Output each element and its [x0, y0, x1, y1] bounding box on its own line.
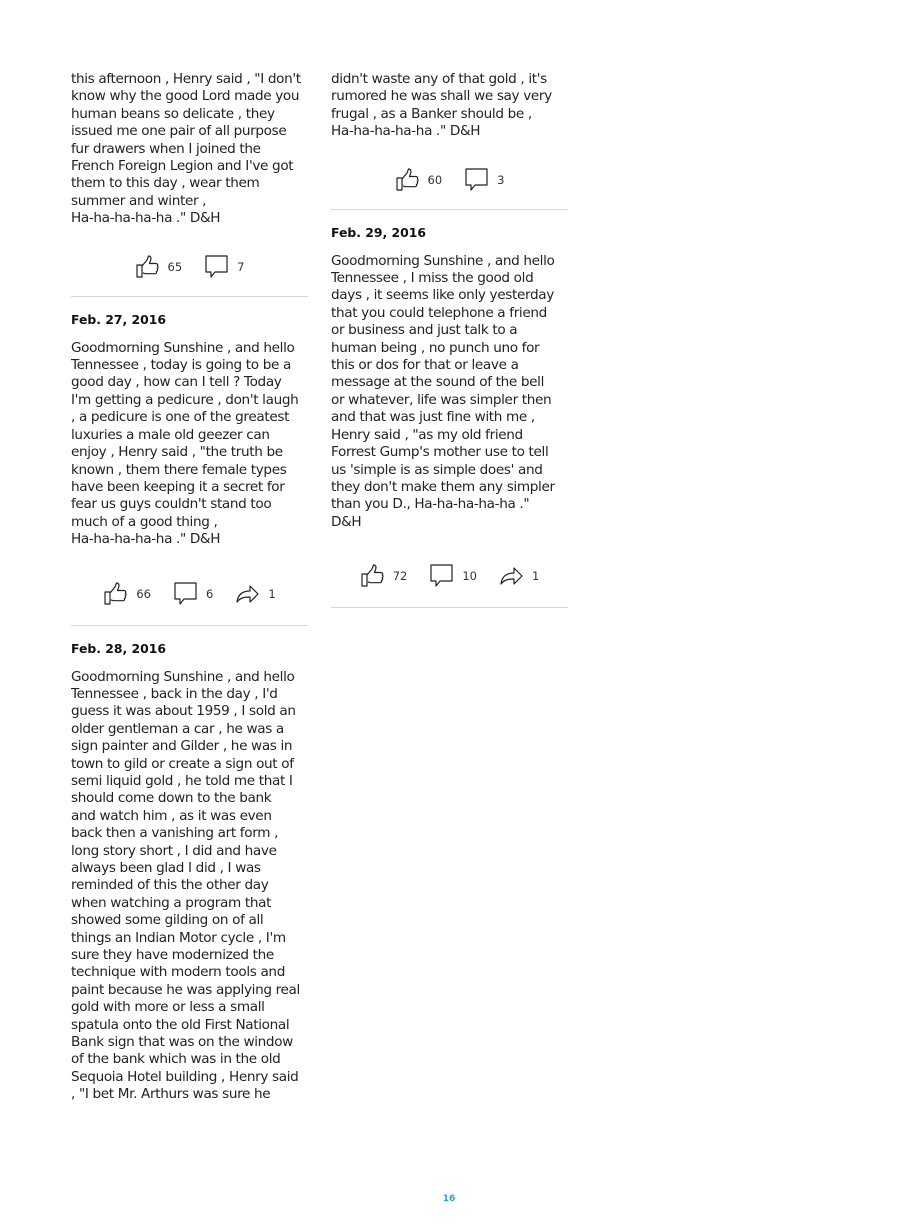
comment-button[interactable]	[429, 563, 477, 589]
thumbs-up-icon	[103, 581, 129, 607]
post-actions	[71, 252, 308, 282]
comment-count: 3	[497, 172, 505, 187]
comment-count: 7	[237, 259, 245, 274]
divider	[71, 296, 308, 297]
post-actions	[331, 561, 568, 591]
comment-icon	[429, 563, 455, 589]
thumbs-up-icon	[360, 563, 386, 589]
post-date: Feb. 27, 2016	[71, 311, 167, 327]
like-button[interactable]	[135, 254, 183, 280]
comment-icon	[204, 254, 230, 280]
post-text: Goodmorning Sunshine , and hello Tennessee , back in the day , I'd guess it was about 1959 , I sold an older gentleman a car , he was a sign painter and Gilder , he was in town to gild or create a sign out of semi liquid gold , he told me that I should come down to the bank and watch him , as it was even back then a vanishing art form , long story short , I did and have always been glad I did , I was reminded of this the other day when watching a program that showed some gilding on of all things an Indian Motor cycle , I'm sure they have modernized the technique with modern tools and paint because he was applying real gold with more or less a small spatula onto the old First National Bank sign that was on the window of the bank which was in the old Sequoia Hotel building , Henry said , "I bet Mr. Arthurs was sure he	[71, 668, 300, 1103]
post-continued-text: didn't waste any of that gold , it's rumored he was shall we say very frugal , as a Banker should be , Ha-ha-ha-ha-ha ." D&H	[331, 71, 552, 140]
comment-button[interactable]	[204, 254, 244, 280]
comment-button[interactable]	[173, 581, 213, 607]
comment-count: 6	[205, 586, 214, 601]
thumbs-up-icon	[135, 254, 161, 280]
like-button[interactable]	[103, 581, 151, 607]
divider	[331, 209, 568, 210]
share-icon	[499, 563, 525, 589]
post-actions	[331, 165, 568, 195]
post-text: Goodmorning Sunshine , and hello Tennessee , I miss the good old days , it seems like only yesterday that you could telephone a friend or business and just talk to a human being , no punch uno for this or dos for that or leave a message at the sound of the bell or whatever, life was simpler then and that was just fine with me , Henry said , "as my old friend Forrest Gump's mother use to tell us 'simple is as simple does' and they don't make them any simpler than you D., Ha-ha-ha-ha-ha ." D&H	[331, 252, 555, 530]
post-continued-text: this afternoon , Henry said , "I don't know why the good Lord made you human beans so delicate , they issued me one pair of all purpose fur drawers when I joined the French Foreign Legion and I've got them to this day , wear them summer and winter , Ha-ha-ha-ha-ha ." D&H	[71, 71, 301, 227]
right-column	[331, 71, 568, 608]
divider	[331, 607, 568, 608]
like-count: 65	[167, 259, 183, 274]
comment-icon	[464, 167, 490, 193]
like-button[interactable]	[395, 167, 443, 193]
comment-count: 10	[462, 569, 477, 584]
share-button[interactable]	[499, 563, 539, 589]
left-column	[71, 71, 308, 1104]
post-date: Feb. 28, 2016	[71, 640, 167, 656]
like-count: 72	[392, 569, 408, 584]
share-button[interactable]	[235, 581, 275, 607]
share-count: 1	[268, 586, 276, 601]
post-text: Goodmorning Sunshine , and hello Tennessee , today is going to be a good day , how can I tell ? Today I'm getting a pedicure , don't laugh , a pedicure is one of the greatest luxuries a male old geezer can enjoy , Henry said , "the truth be known , them there female types have been keeping it a secret for fear us guys couldn't stand too much of a good thing , Ha-ha-ha-ha-ha ." D&H	[71, 339, 299, 548]
page-number: 16	[442, 1194, 456, 1204]
thumbs-up-icon	[395, 167, 421, 193]
post-date: Feb. 29, 2016	[331, 224, 427, 240]
comment-icon	[173, 581, 199, 607]
share-count: 1	[531, 569, 540, 584]
share-icon	[235, 581, 261, 607]
like-count: 66	[136, 586, 151, 601]
like-button[interactable]	[360, 563, 408, 589]
like-count: 60	[427, 172, 443, 187]
comment-button[interactable]	[464, 167, 504, 193]
divider	[71, 625, 308, 626]
post-actions	[71, 579, 308, 609]
